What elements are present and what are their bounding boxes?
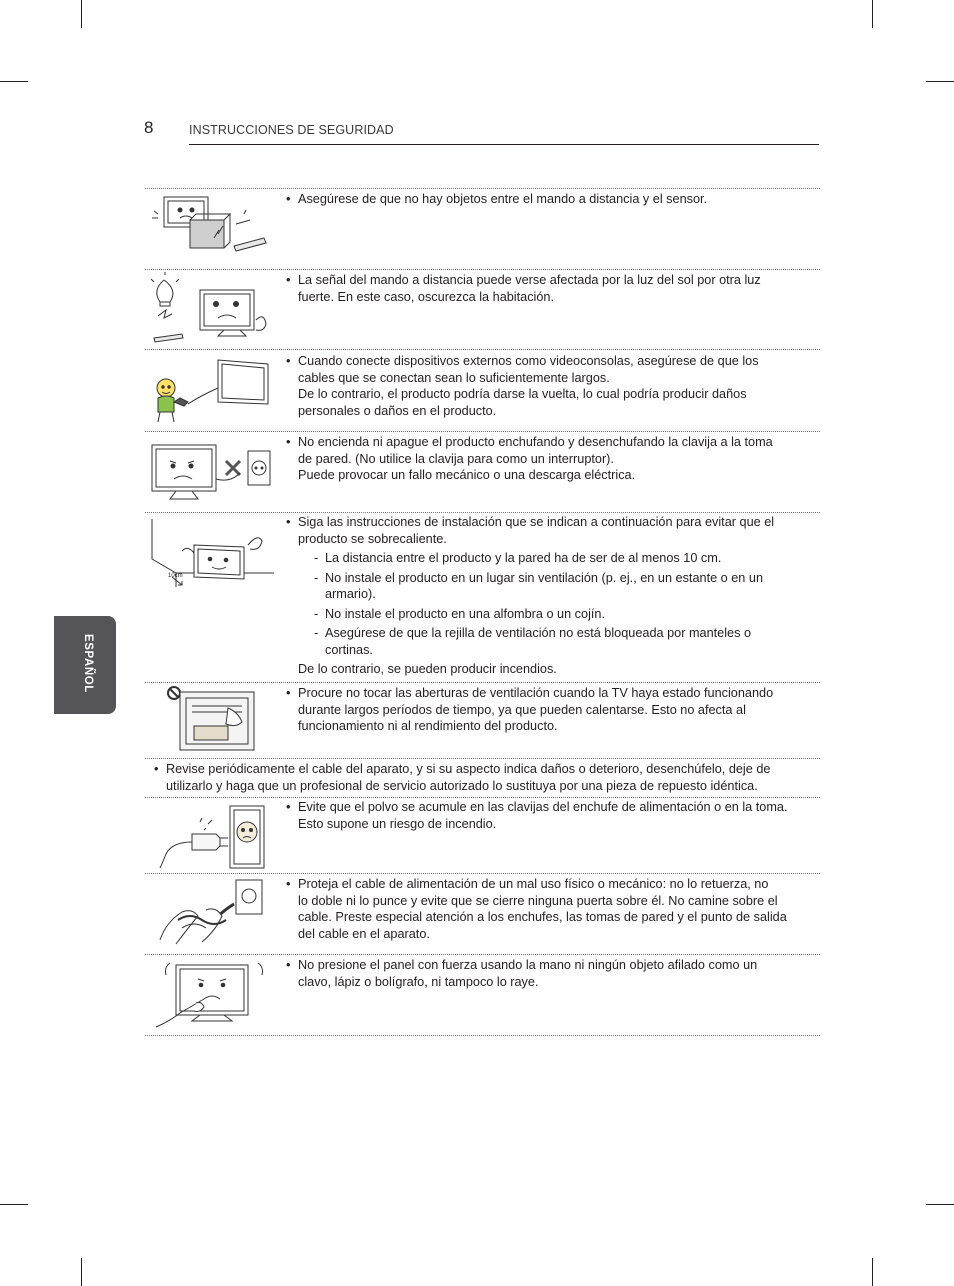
header-rule: [189, 144, 819, 145]
language-tab-label: ESPAÑOL: [82, 634, 94, 693]
crop-mark: [872, 1258, 873, 1286]
bullet-text: • Asegúrese de que no hay objetos entre el mando a distancia y el sensor.: [286, 191, 814, 208]
game-console-cable-illustration: [148, 352, 274, 428]
sub-item: - Asegúrese de que la rejilla de ventilación no está bloqueada por manteles o cortinas.: [298, 625, 814, 658]
bullet-text: • Cuando conecte dispositivos externos como videoconsolas, asegúrese de que los cables que se conectan sean lo suficientemente largos. De lo contrario, el producto podría darse la vuelta, lo cual podría producir daños personales o daños en el producto.: [286, 353, 814, 419]
sub-item: - No instale el producto en un lugar sin ventilación (p. ej., en un estante o en un armario).: [298, 570, 814, 603]
language-tab: [54, 616, 116, 714]
dusty-plug-illustration: [148, 800, 274, 872]
bullet-text: • Proteja el cable de alimentación de un mal uso físico o mecánico: no lo retuerza, no lo doble ni lo punce y evite que se cierre ninguna puerta sobre él. No camine sobre el cable. Preste especial atención a los enchufes, las tomas de pared y el punto de salida del cable en el aparato.: [286, 876, 814, 942]
section-title: INSTRUCCIONES DE SEGURIDAD: [189, 123, 394, 137]
row-separator: [145, 349, 820, 350]
item-2: [286, 272, 814, 305]
row-separator: [145, 1035, 820, 1036]
clearance-label: 10cm: [168, 573, 183, 579]
page-number: 8: [144, 118, 154, 137]
row-separator: [145, 269, 820, 270]
row-separator: [145, 954, 820, 955]
bullet-text: • Evite que el polvo se acumule en las clavijas del enchufe de alimentación o en la toma. Esto supone un riesgo de incendio.: [286, 799, 814, 832]
twisted-cable-illustration: [148, 876, 274, 950]
item-4: [286, 434, 814, 484]
row-separator: [145, 873, 820, 874]
row-separator: [145, 797, 820, 798]
crop-mark: [81, 0, 82, 28]
crop-mark: [81, 1258, 82, 1286]
item-5: [286, 514, 814, 678]
row-separator: [145, 188, 820, 189]
item-8: [286, 799, 814, 832]
bullet-text: • Revise periódicamente el cable del aparato, y si su aspecto indica daños o deterioro, desenchúfelo, deje de utilizarlo y haga que un profesional de servicio autorizado lo sustituya por una pieza de repuesto idéntica.: [154, 761, 814, 794]
item-3: [286, 353, 814, 419]
item-1: [286, 191, 814, 208]
plug-switch-warning-illustration: [148, 435, 274, 509]
crop-mark: [0, 81, 28, 82]
pressing-panel-illustration: [148, 957, 274, 1031]
row-separator: [145, 682, 820, 683]
bullet-text: • Procure no tocar las aberturas de ventilación cuando la TV haya estado funcionando durante largos períodos de tiempo, ya que pueden calentarse. Esto no afecta al funcionamiento ni al rendimiento del producto.: [286, 685, 814, 735]
crop-mark: [872, 0, 873, 28]
ventilation-openings-illustration: [148, 684, 274, 756]
row-separator: [145, 758, 820, 759]
bullet-text: • La señal del mando a distancia puede verse afectada por la luz del sol por otra luz fuerte. En este caso, oscurezca la habitación.: [286, 272, 814, 305]
item-10: [286, 957, 814, 990]
crop-mark: [926, 1204, 954, 1205]
bullet-text: • No presione el panel con fuerza usando la mano ni ningún objeto afilado como un clavo, lápiz o bolígrafo, ni tampoco lo raye.: [286, 957, 814, 990]
wall-clearance-illustration: [148, 515, 274, 591]
closing-note: De lo contrario, se pueden producir incendios.: [298, 662, 557, 676]
crop-mark: [0, 1204, 28, 1205]
crop-mark: [926, 81, 954, 82]
bullet-text: • Siga las instrucciones de instalación que se indican a continuación para evitar que el producto se sobrecaliente. - La distancia entre el producto y la pared ha de ser de al menos 10 cm. - No instale el producto en un lugar sin ventilación (p. ej., en un estante o en un armario). - No instale el producto en una alfombra o un cojín. - Asegúrese de que la rejilla de ventilación no está bloqueada por manteles o cortinas.: [286, 514, 814, 658]
bullet-text: • No encienda ni apague el producto enchufando y desenchufando la clavija a la toma de pared. (No utilice la clavija para como un interruptor). Puede provocar un fallo mecánico o una descarga eléctrica.: [286, 434, 814, 484]
item-9: [286, 876, 814, 942]
tv-remote-obstacle-illustration: [148, 192, 274, 264]
bright-light-tv-illustration: [148, 272, 274, 346]
row-separator: [145, 512, 820, 513]
item-7: [154, 761, 814, 794]
item-6: [286, 685, 814, 735]
sub-item: - La distancia entre el producto y la pared ha de ser de al menos 10 cm.: [298, 550, 814, 567]
row-separator: [145, 431, 820, 432]
sub-item: - No instale el producto en una alfombra o un cojín.: [298, 606, 814, 623]
